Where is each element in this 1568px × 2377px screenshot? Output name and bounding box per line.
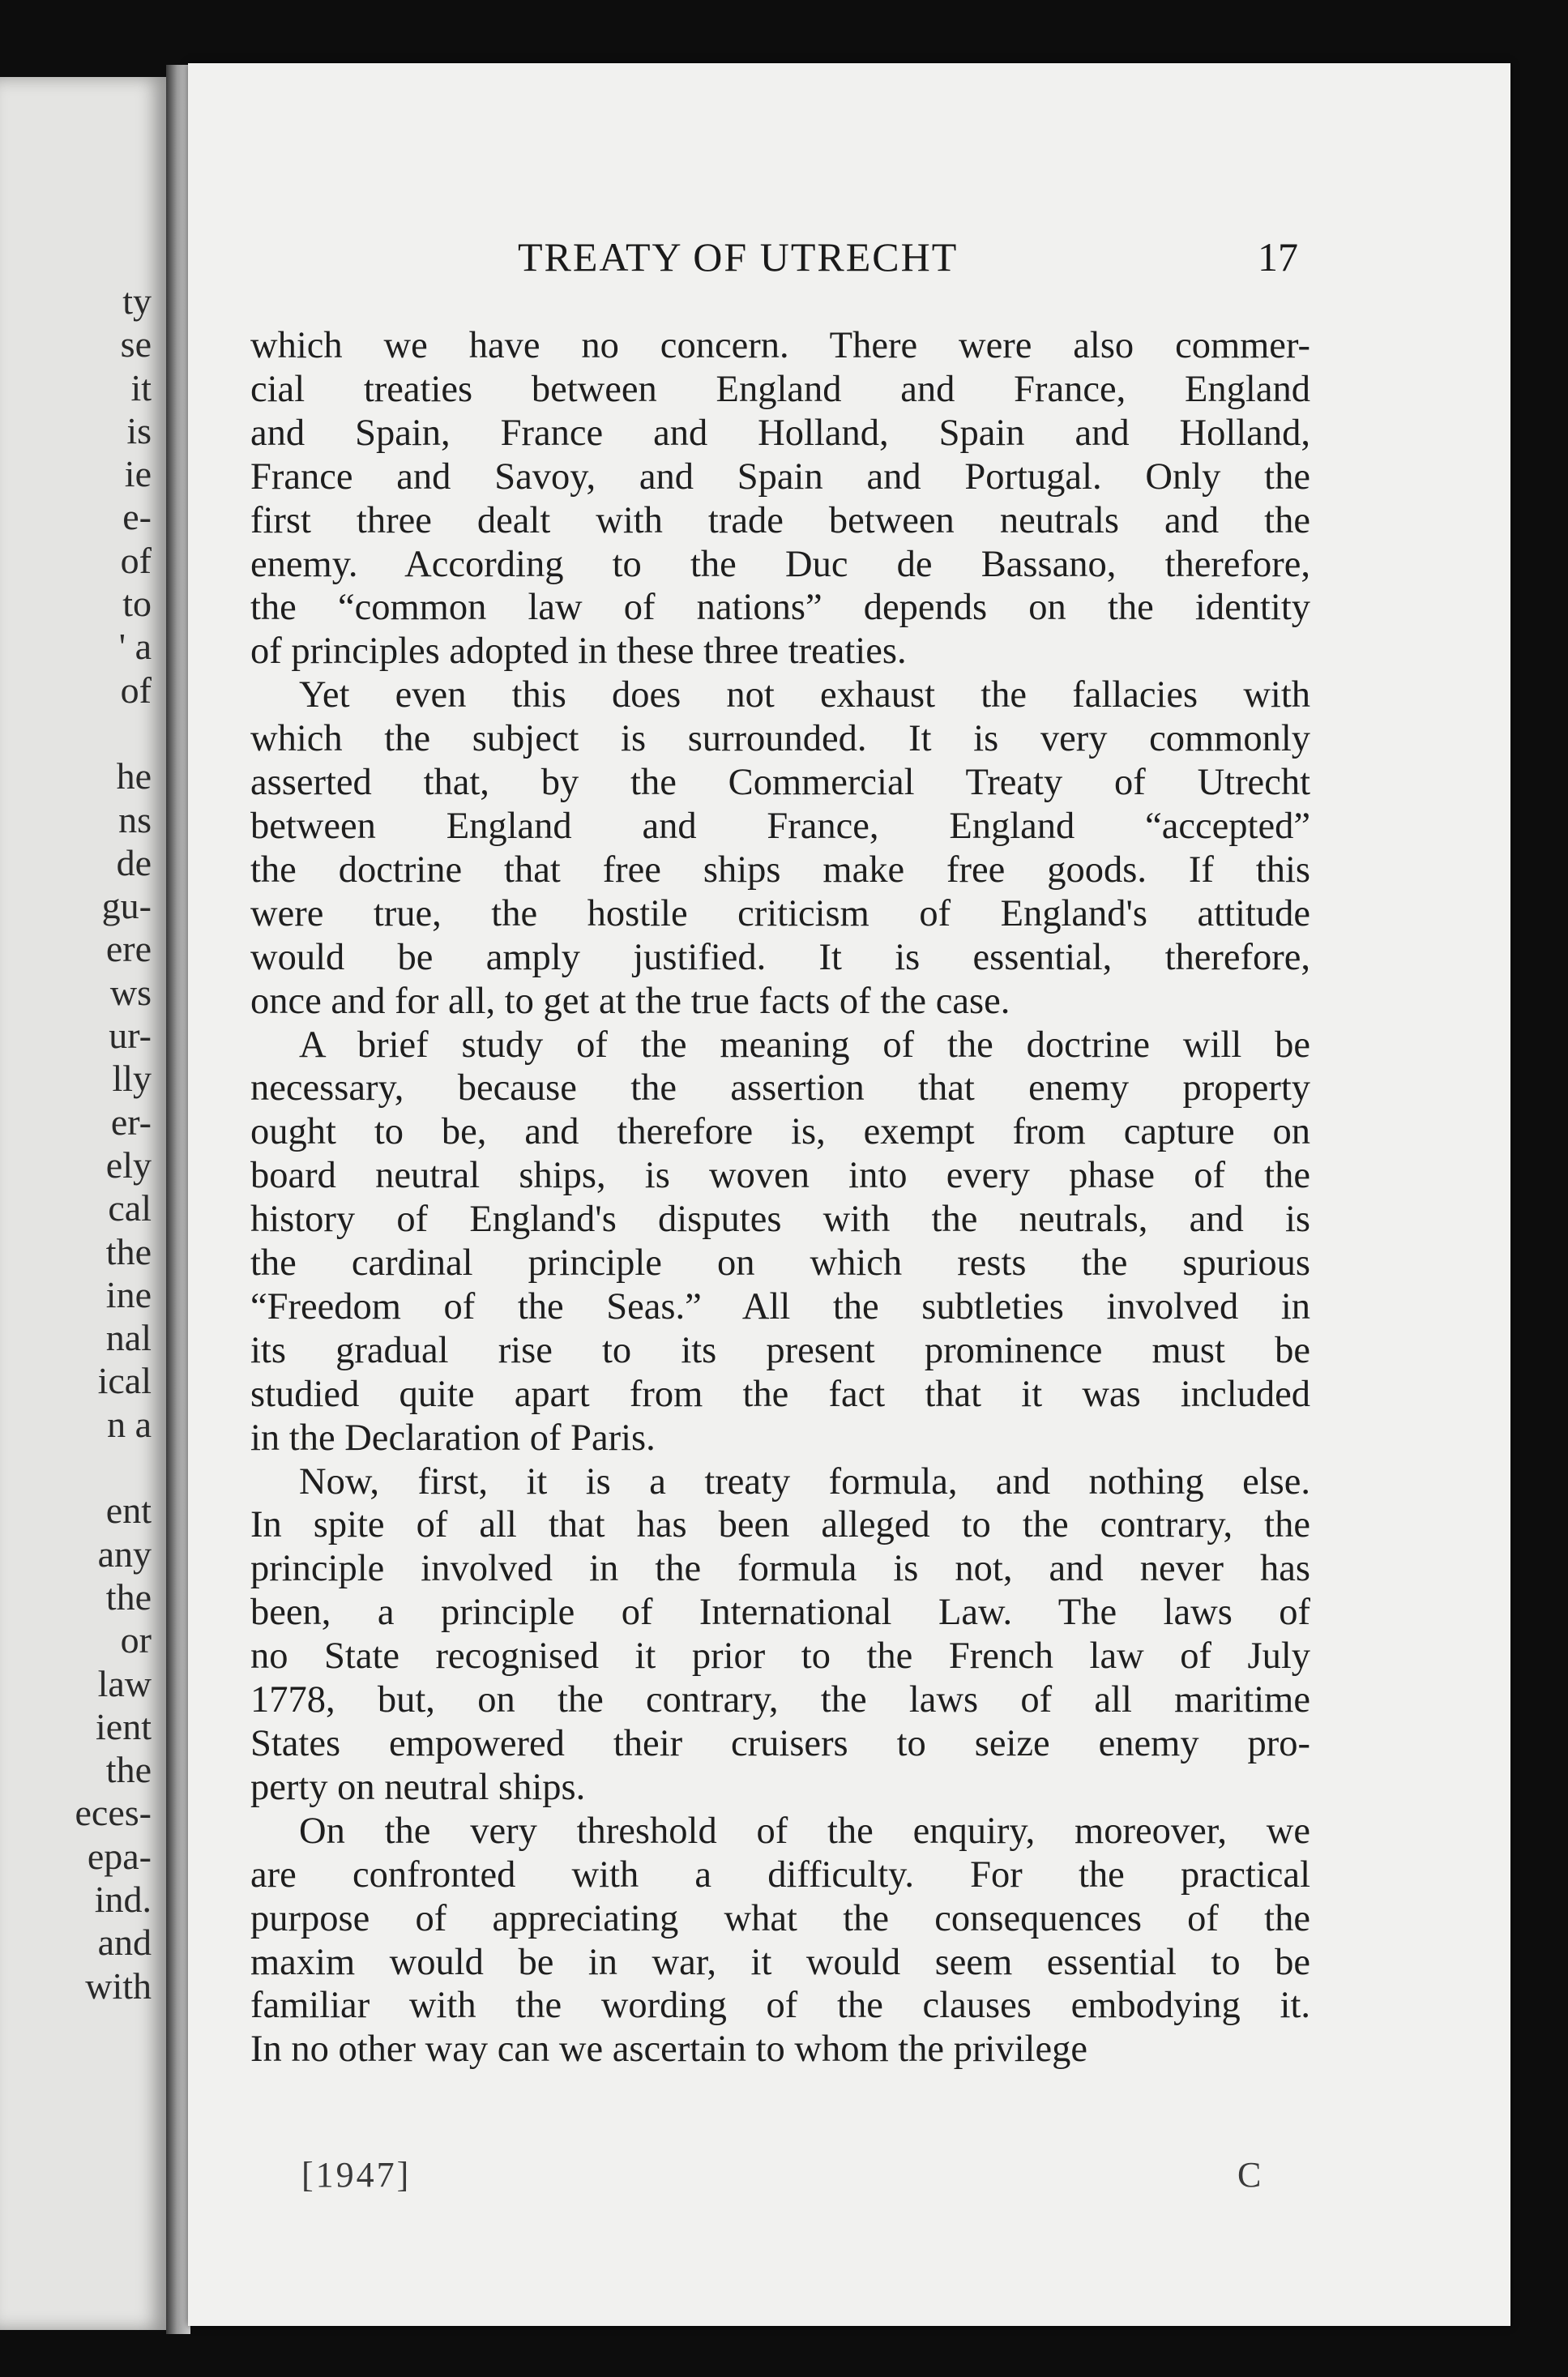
running-title: TREATY OF UTRECHT xyxy=(518,234,959,280)
text-line: purpose of appreciating what the consequences of the xyxy=(250,1897,1310,1939)
text-line: are confronted with a difficulty. For the practical xyxy=(250,1853,1310,1896)
text-line: Yet even this does not exhaust the fallacies with xyxy=(299,674,1310,716)
text-line: France and Savoy, and Spain and Portugal. Only the xyxy=(250,455,1310,498)
text-line: On the very threshold of the enquiry, moreover, we xyxy=(299,1810,1310,1852)
facing-page-left xyxy=(0,77,166,2330)
text-line: maxim would be in war, it would seem essential to be xyxy=(250,1941,1310,1983)
page-number: 17 xyxy=(1258,234,1298,280)
text-line: between England and France, England “accepted” xyxy=(250,805,1310,847)
text-line: States empowered their cruisers to seize enemy pro- xyxy=(250,1723,1310,1764)
body-text xyxy=(250,324,1310,2071)
text-line: “Freedom of the Seas.” All the subtleties involved in xyxy=(250,1285,1310,1327)
text-line: been, a principle of International Law. The laws of xyxy=(250,1592,1310,1634)
text-line: its gradual rise to its present prominence must be xyxy=(250,1329,1310,1371)
text-line: no State recognised it prior to the French law of July xyxy=(250,1635,1310,1678)
text-line: the “common law of nations” depends on the identity xyxy=(250,587,1310,629)
text-line: principle involved in the formula is not, and never has xyxy=(250,1548,1310,1590)
text-line: familiar with the wording of the clauses embodying it. xyxy=(250,1985,1310,2027)
text-line: and Spain, France and Holland, Spain and Holland, xyxy=(250,412,1310,454)
text-line: 1778, but, on the contrary, the laws of all maritime xyxy=(250,1679,1310,1721)
text-line: of principles adopted in these three treaties. xyxy=(250,631,907,673)
text-line: In spite of all that has been alleged to the contrary, the xyxy=(250,1504,1310,1546)
text-line: enemy. According to the Duc de Bassano, therefore, xyxy=(250,543,1310,585)
running-header xyxy=(188,233,1510,282)
text-line: In no other way can we ascertain to whom the privilege xyxy=(250,2029,1087,2071)
gathering-letter: C xyxy=(1237,2155,1262,2195)
text-line: Now, first, it is a treaty formula, and nothing else. xyxy=(299,1460,1310,1503)
text-line: history of England's disputes with the neutrals, and is xyxy=(250,1199,1310,1241)
text-line: cial treaties between England and France, England xyxy=(250,368,1310,410)
text-line: which we have no concern. There were also commer- xyxy=(250,325,1310,366)
signature-mark: [1947] xyxy=(301,2155,412,2195)
text-line: studied quite apart from the fact that it was included xyxy=(250,1373,1310,1415)
text-line: A brief study of the meaning of the doctrine will be xyxy=(299,1024,1310,1066)
text-line: first three dealt with trade between neutrals and the xyxy=(250,499,1310,541)
text-line: ought to be, and therefore is, exempt from capture on xyxy=(250,1111,1310,1153)
text-line: once and for all, to get at the true facts of the case. xyxy=(250,980,1010,1022)
book-page xyxy=(188,63,1510,2326)
text-line: would be amply justified. It is essential, therefore, xyxy=(250,936,1310,978)
book-gutter xyxy=(166,65,190,2334)
text-line: were true, the hostile criticism of England's attitude xyxy=(250,892,1310,934)
facing-page-text-fragments: ty se it is ie e- of to ' a of he ns de gu- ere ws ur- lly er- ely cal the ine nal ical n a ent any the or law ient the eces- epa- ind. and with xyxy=(75,280,152,2007)
text-line: necessary, because the assertion that enemy property xyxy=(250,1067,1310,1109)
text-line: board neutral ships, is woven into every phase of the xyxy=(250,1155,1310,1197)
text-line: the cardinal principle on which rests the spurious xyxy=(250,1242,1310,1285)
text-line: asserted that, by the Commercial Treaty of Utrecht xyxy=(250,762,1310,804)
text-line: perty on neutral ships. xyxy=(250,1766,586,1808)
text-line: which the subject is surrounded. It is very commonly xyxy=(250,718,1310,760)
text-line: in the Declaration of Paris. xyxy=(250,1417,656,1459)
text-line: the doctrine that free ships make free goods. If this xyxy=(250,849,1310,891)
